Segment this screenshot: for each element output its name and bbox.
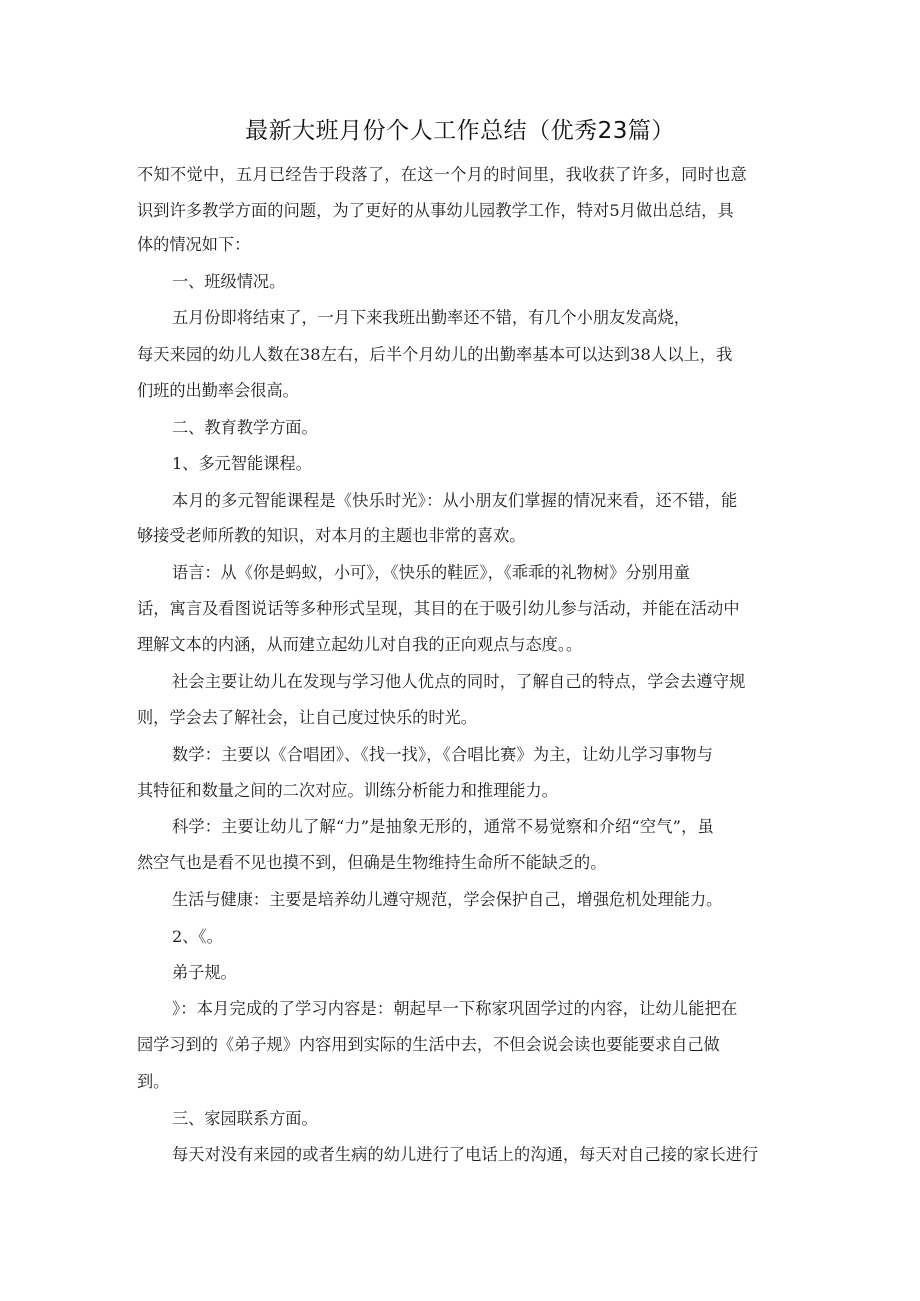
- body-line: 五月份即将结束了，一月下来我班出勤率还不错，有几个小朋友发高烧，: [172, 308, 690, 327]
- section-heading: 二、教育教学方面。: [172, 418, 318, 437]
- body-line: 体的情况如下：: [137, 235, 251, 254]
- body-line: 每天对没有来园的或者生病的幼儿进行了电话上的沟通，每天对自己接的家长进行: [172, 1145, 759, 1164]
- body-line: 生活与健康：主要是培养幼儿遵守规范，学会保护自己，增强危机处理能力。: [172, 890, 723, 909]
- body-line: 社会主要让幼儿在发现与学习他人优点的同时，了解自己的特点，学会去遵守规: [172, 672, 746, 691]
- section-heading: 一、班级情况。: [172, 272, 286, 291]
- body-line: 话，寓言及看图说话等多种形式呈现，其目的在于吸引幼儿参与活动，并能在活动中: [137, 599, 740, 618]
- body-line: 本月的多元智能课程是《快乐时光》：从小朋友们掌握的情况来看，还不错，能: [172, 491, 738, 510]
- body-line: 语言：从《你是蚂蚁，小可》，《快乐的鞋匠》，《乖乖的礼物树》分别用童: [172, 563, 690, 582]
- body-line: 到。: [137, 1072, 170, 1091]
- subsection-heading: 2、《。: [172, 927, 223, 946]
- subsection-heading: 1、多元智能课程。: [172, 454, 312, 473]
- body-line: 们班的出勤率会很高。: [137, 381, 299, 400]
- body-line: 数学：主要以《合唱团》、《找一找》，《合唱比赛》为主，让幼儿学习事物与: [172, 745, 714, 764]
- body-line: 其特征和数量之间的二次对应。训练分析能力和推理能力。: [137, 781, 558, 800]
- body-line: 弟子规。: [172, 963, 237, 982]
- body-line: 不知不觉中，五月已经告于段落了，在这一个月的时间里，我收获了许多，同时也意: [137, 165, 748, 184]
- body-line: 理解文本的内涵，从而建立起幼儿对自我的正向观点与态度。。: [137, 635, 583, 654]
- body-line: 》：本月完成的了学习内容是：朝起早一下称家巩固学过的内容，让幼儿能把在: [172, 999, 738, 1018]
- document-title: 最新大班月份个人工作总结（优秀23篇）: [245, 118, 675, 144]
- section-heading: 三、家园联系方面。: [172, 1109, 318, 1128]
- body-line: 每天来园的幼儿人数在38左右，后半个月幼儿的出勤率基本可以达到38人以上，我: [137, 345, 733, 364]
- body-line: 则，学会去了解社会，让自己度过快乐的时光。: [137, 708, 477, 727]
- body-line: 园学习到的《弟子规》内容用到实际的生活中去，不但会说会读也要能要求自己做: [137, 1035, 720, 1054]
- body-line: 识到许多教学方面的问题，为了更好的从事幼儿园教学工作，特对5月做出总结，具: [137, 201, 734, 220]
- body-line: 够接受老师所教的知识，对本月的主题也非常的喜欢。: [137, 526, 526, 545]
- body-line: 然空气也是看不见也摸不到，但确是生物维持生命所不能缺乏的。: [137, 853, 607, 872]
- body-line: 科学：主要让幼儿了解“力”是抽象无形的，通常不易觉察和介绍“空气”，虽: [172, 817, 714, 836]
